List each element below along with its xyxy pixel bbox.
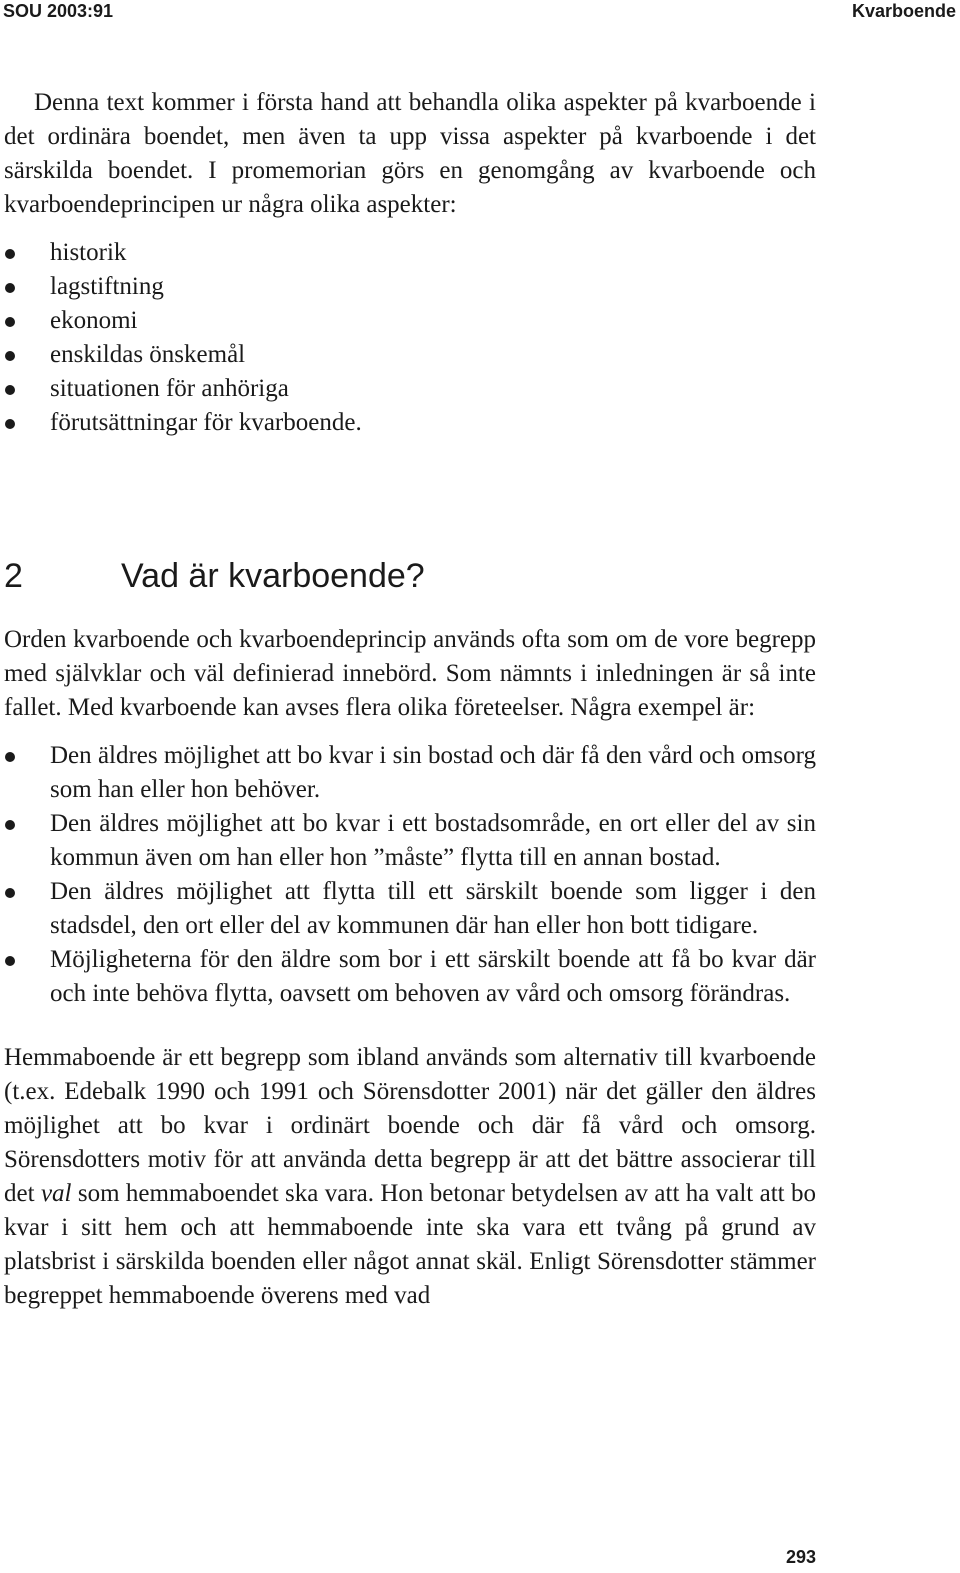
list-item-text: Den äldres möjlighet att bo kvar i sin bostad och där få den vård och omsorg som han eller hon behöver.	[50, 742, 816, 803]
list-item-text: Den äldres möjlighet att bo kvar i ett bostadsområde, en ort eller del av sin kommun även om han eller hon ”måste” flytta till en annan bostad.	[50, 810, 816, 871]
list-item-text: enskildas önskemål	[50, 341, 246, 368]
bullet-icon	[5, 888, 15, 898]
bullet-icon	[5, 820, 15, 830]
bullet-icon	[5, 317, 15, 327]
list-item	[4, 372, 816, 406]
bullet-icon	[5, 385, 15, 395]
list-item-text: Möjligheterna för den äldre som bor i ett särskilt boende att få bo kvar där och inte behöva flytta, oavsett om behoven av vård och omsorg förändras.	[50, 946, 816, 1007]
closing-paragraph	[4, 1041, 816, 1313]
emphasis-val: val	[40, 1180, 72, 1207]
list-item	[4, 338, 816, 372]
bullet-icon	[5, 752, 15, 762]
section-number: 2	[4, 557, 23, 595]
report-id: SOU 2003:91	[3, 1, 114, 21]
list-item-text: Den äldres möjlighet att flytta till ett särskilt boende som ligger i den stadsdel, den ort eller del av kommunen där han eller hon bott tidigare.	[50, 878, 816, 939]
bullet-icon	[5, 956, 15, 966]
list-item	[4, 304, 816, 338]
list-item-text: historik	[50, 239, 127, 266]
list-item-text: lagstiftning	[50, 273, 164, 300]
list-item	[4, 406, 816, 440]
bullet-icon	[5, 283, 15, 293]
closing-text-start: Hemmaboende är ett begrepp som ibland används som alternativ till kvarboende (t.ex. Edebalk 1990 och 1991 och Sörensdotter 2001) när det gäller den äldres möjlighet att bo kvar i ordinärt boende och där få vård och omsorg. Sörensdotters motiv för att använda detta begrepp är att det bättre associerar till det	[4, 1044, 816, 1207]
list-item	[4, 236, 816, 270]
list-item-text: situationen för anhöriga	[50, 375, 289, 402]
section-body	[4, 623, 816, 1313]
running-header	[0, 0, 960, 22]
list-item	[4, 875, 816, 943]
list-item	[4, 270, 816, 304]
bullet-icon	[5, 351, 15, 361]
example-list	[4, 739, 816, 1011]
intro-section	[4, 86, 816, 440]
section-heading	[4, 556, 425, 596]
list-item-text: förutsättningar för kvarboende.	[50, 409, 362, 436]
bullet-icon	[5, 419, 15, 429]
section-paragraph: Orden kvarboende och kvarboendeprincip används ofta som om de vore begrepp med självklar och väl definierad innebörd. Som nämnts i inledningen är så inte fallet. Med kvarboende kan avses flera olika företeelser. Några exempel är:	[4, 626, 816, 721]
page-number: 293	[785, 1547, 816, 1567]
intro-paragraph: Denna text kommer i första hand att behandla olika aspekter på kvarboende i det ordinära boendet, men även ta upp vissa aspekter på kvarboende i det särskilda boendet. I promemorian görs en genomgång av kvarboende och kvarboendeprincipen ur några olika aspekter:	[4, 89, 816, 218]
section-title: Vad är kvarboende?	[121, 557, 425, 595]
bullet-icon	[5, 249, 15, 259]
chapter-title: Kvarboende	[851, 1, 956, 21]
list-item	[4, 739, 816, 807]
closing-text-end: som hemmaboendet ska vara. Hon betonar betydelsen av att ha valt att bo kvar i sitt hem och att hemmaboende inte ska vara ett tvång på grund av platsbrist i särskilda boenden eller något annat skäl. Enligt Sörensdotter stämmer begreppet hemmaboende överens med vad	[4, 1180, 817, 1309]
list-item-text: ekonomi	[50, 307, 138, 334]
aspect-list	[4, 236, 816, 440]
list-item	[4, 807, 816, 875]
list-item	[4, 943, 816, 1011]
